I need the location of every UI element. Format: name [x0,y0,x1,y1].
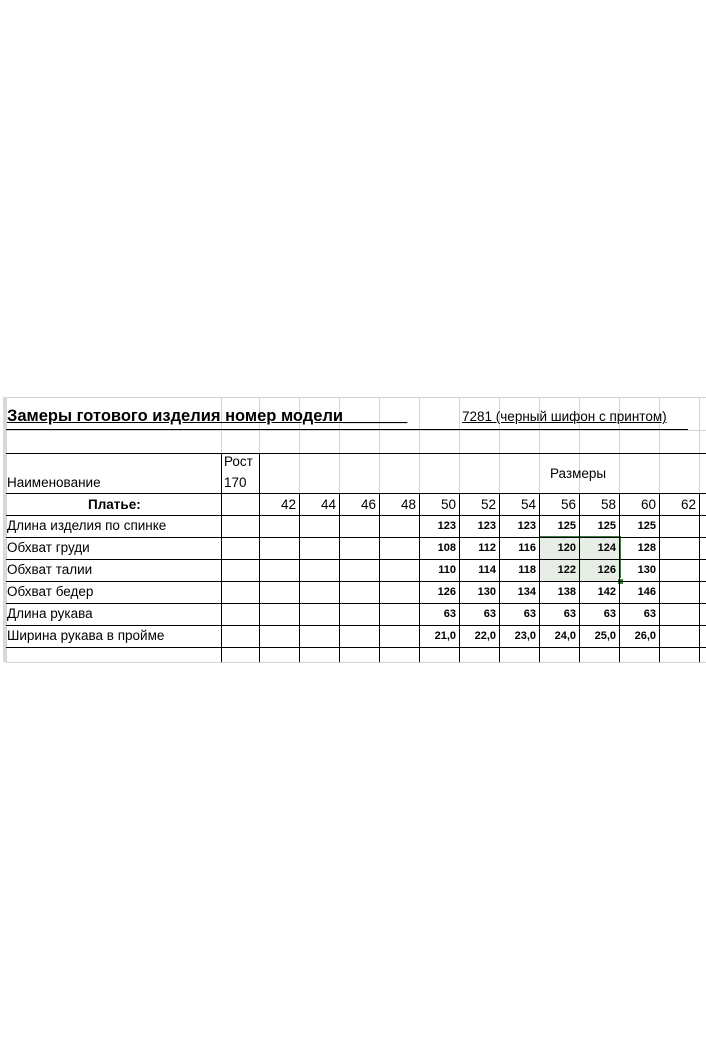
measurement-cell[interactable]: 138 [557,586,576,598]
size-column-border [339,493,340,662]
row-gridline [6,397,706,398]
measurement-cell[interactable]: 63 [643,608,656,620]
size-header-cell[interactable]: 46 [360,497,376,512]
size-header-cell[interactable]: 44 [320,497,336,512]
measurement-cell[interactable]: 130 [637,564,656,576]
measurement-cell[interactable]: 26,0 [634,630,656,642]
height-label[interactable]: Рост [224,454,253,469]
size-column-border [379,493,380,662]
row-label[interactable]: Обхват груди [7,540,90,555]
size-header-cell[interactable]: 48 [400,497,416,512]
measurement-cell[interactable]: 125 [557,520,576,532]
measurement-cell[interactable]: 118 [518,564,536,576]
measurement-cell[interactable]: 122 [557,564,576,576]
model-number[interactable]: 7281 (черный шифон с принтом) [462,409,667,424]
measurement-cell[interactable]: 134 [517,586,536,598]
measurement-cell[interactable]: 21,0 [434,630,456,642]
measurement-cell[interactable]: 22,0 [474,630,496,642]
measurement-cell[interactable]: 123 [477,520,496,532]
size-column-border [299,493,300,662]
measurement-cell[interactable]: 63 [523,608,536,620]
measurement-cell[interactable]: 108 [437,542,456,554]
size-column-border [699,493,700,662]
spreadsheet[interactable] [0,397,706,662]
sizes-header[interactable]: Размеры [550,466,607,481]
measurement-cell[interactable]: 125 [637,520,656,532]
row-label[interactable]: Длина рукава [7,606,93,621]
measurement-cell[interactable]: 130 [477,586,496,598]
row-border [6,537,706,538]
measurement-cell[interactable]: 123 [437,520,456,532]
table-top-border [6,453,706,454]
sheet-title[interactable]: Замеры готового изделия номер модели_______ [7,407,408,425]
measurement-cell[interactable]: 123 [517,520,536,532]
measurement-cell[interactable]: 128 [637,542,656,554]
measurement-cell[interactable]: 63 [443,608,456,620]
title-underline [6,429,459,430]
measurement-cell[interactable]: 112 [478,542,496,554]
row-label[interactable]: Обхват талии [7,562,93,577]
measurement-cell[interactable]: 120 [557,542,576,554]
row-label[interactable]: Обхват бедер [7,584,94,599]
row-gridline [6,662,706,663]
measurement-cell[interactable]: 63 [603,608,616,620]
size-header-cell[interactable]: 54 [520,497,536,512]
height-column-left-border [221,453,222,662]
measurement-cell[interactable]: 114 [478,564,496,576]
row-label[interactable]: Длина изделия по спинке [7,518,167,533]
measurement-cell[interactable]: 146 [637,586,656,598]
row-label[interactable]: Ширина рукава в пройме [7,628,165,643]
measurement-cell[interactable]: 110 [438,564,456,576]
row-border [6,559,706,560]
model-underline [459,429,688,430]
height-value[interactable]: 170 [224,475,247,490]
row-gridline [6,430,706,431]
row-border [6,581,706,582]
measurement-cell[interactable]: 23,0 [514,630,536,642]
row-border [6,515,706,516]
size-column-border [659,493,660,662]
size-header-cell[interactable]: 50 [440,497,456,512]
size-header-cell[interactable]: 42 [280,497,296,512]
row-border [6,647,706,648]
size-header-cell[interactable]: 62 [680,497,696,512]
row-border [6,625,706,626]
measurement-cell[interactable]: 126 [597,564,616,576]
height-column-right-border [259,453,260,662]
size-header-cell[interactable]: 58 [600,497,616,512]
garment-label[interactable]: Платье: [88,497,141,512]
measurement-cell[interactable]: 24,0 [554,630,576,642]
header-bottom-border [6,493,706,494]
measurement-cell[interactable]: 125 [597,520,616,532]
measurement-cell[interactable]: 126 [437,586,456,598]
measurement-cell[interactable]: 63 [483,608,496,620]
row-border [6,603,706,604]
size-header-cell[interactable]: 56 [560,497,576,512]
measurement-cell[interactable]: 25,0 [594,630,616,642]
measurement-cell[interactable]: 142 [597,586,616,598]
measurement-cell[interactable]: 124 [597,542,616,554]
name-column-header[interactable]: Наименование [7,475,101,490]
measurement-cell[interactable]: 63 [563,608,576,620]
measurement-cell[interactable]: 116 [518,542,536,554]
size-header-cell[interactable]: 60 [640,497,656,512]
size-header-cell[interactable]: 52 [480,497,496,512]
